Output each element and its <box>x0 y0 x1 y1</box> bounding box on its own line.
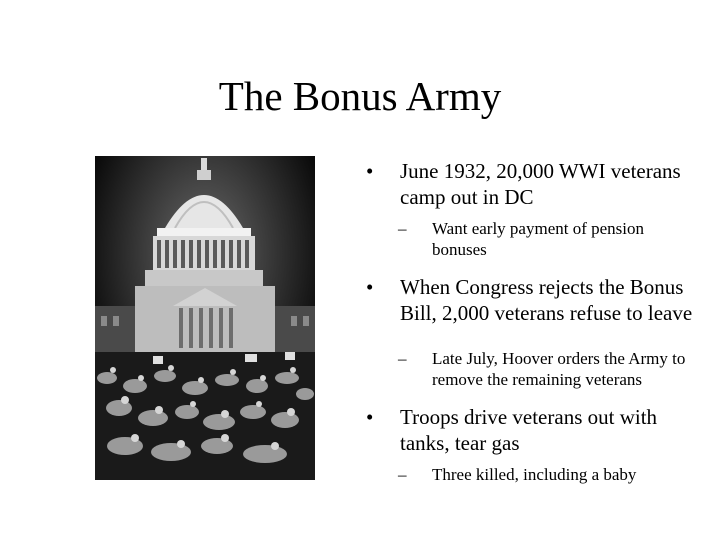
sub-bullet-item <box>398 464 696 485</box>
bullet-item <box>366 158 696 210</box>
sub-bullet-marker: – <box>398 465 407 484</box>
slide-title: The Bonus Army <box>218 73 502 119</box>
sub-bullet-marker: – <box>398 219 407 238</box>
bullet-marker: • <box>366 405 374 429</box>
bullet-item <box>366 274 696 326</box>
bullet-list <box>366 158 696 485</box>
sub-bullet-item <box>398 218 696 260</box>
bullet-marker: • <box>366 275 374 299</box>
sub-bullet-item <box>398 348 696 390</box>
bullet-marker: • <box>366 159 374 183</box>
capitol-photo-illustration <box>95 156 315 480</box>
bullet-item <box>366 404 696 456</box>
sub-bullet-marker: – <box>398 349 407 368</box>
bullet-text: When Congress rejects the Bonus Bill, 2,000 veterans refuse to leave <box>400 275 693 325</box>
sub-bullet-text: Three killed, including a baby <box>432 465 637 484</box>
sub-bullet-text: Want early payment of pension bonuses <box>432 219 645 259</box>
bullet-text: Troops drive veterans out with tanks, tear gas <box>400 405 658 455</box>
sub-bullet-text: Late July, Hoover orders the Army to remove the remaining veterans <box>432 349 686 389</box>
capitol-photo <box>95 156 315 480</box>
bullet-text: June 1932, 20,000 WWI veterans camp out in DC <box>400 159 681 209</box>
